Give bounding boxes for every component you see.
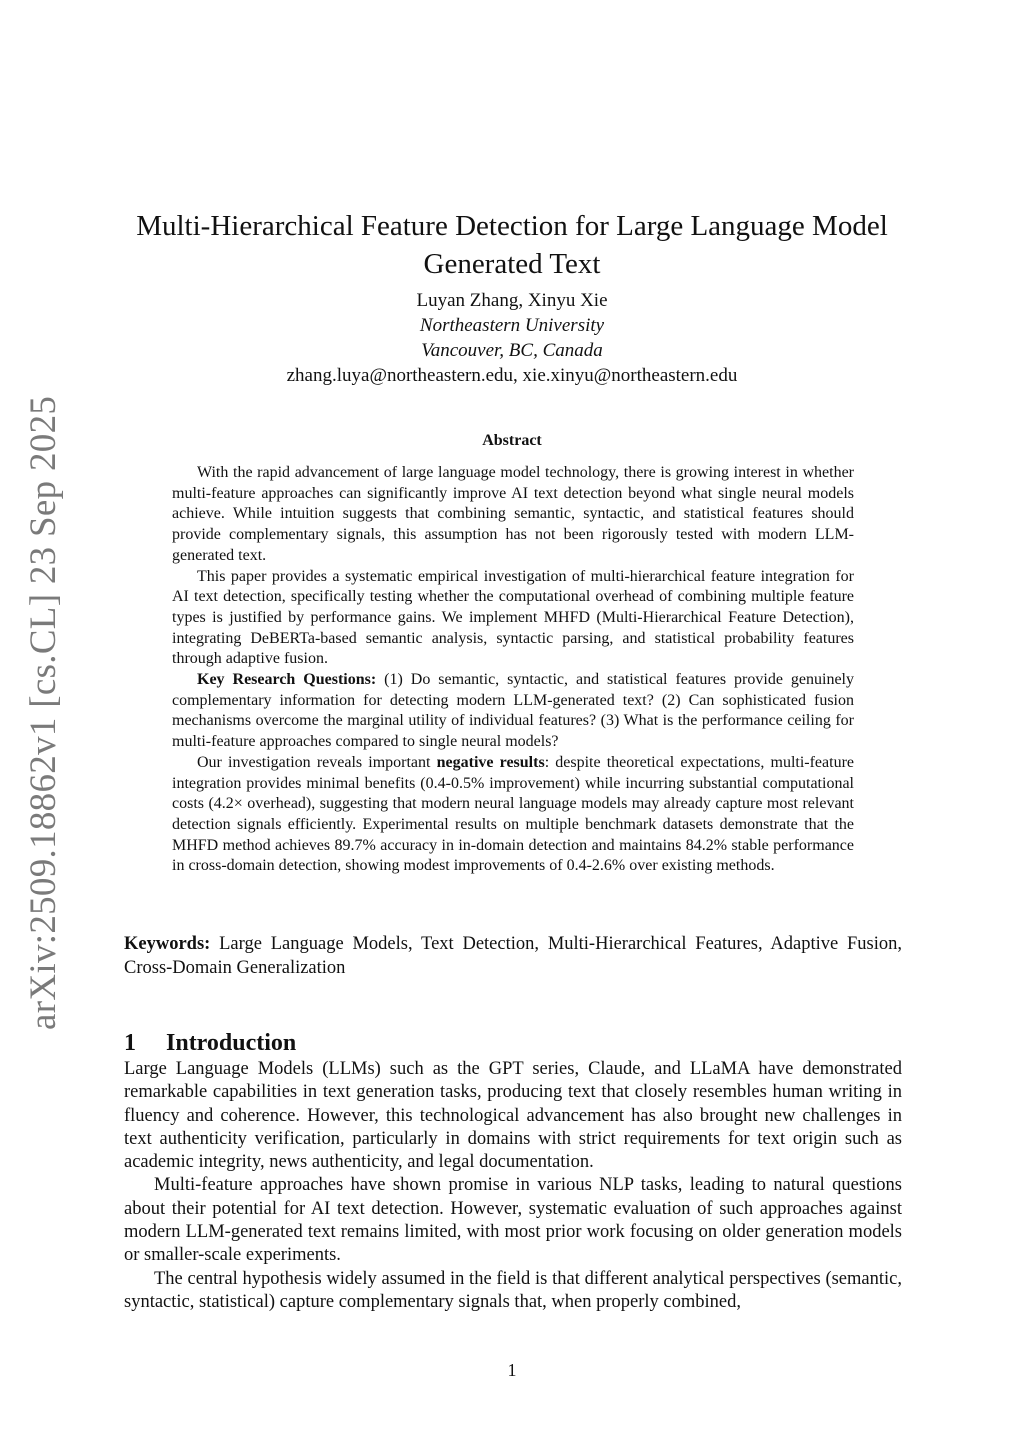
abstract-p4-rest: : despite theoretical expectations, multi-feature integration provides minimal benefits (0.4-0.5% improvement) while incurring substantial computational costs (4.2× overhead), suggesting that modern neural language models may already capture most relevant detection signals efficiently. Experimental results on multiple benchmark datasets demonstrate that the MHFD method achieves 89.7% accuracy in in-domain detection and maintains 84.2% stable performance in cross-domain detection, showing modest improvements of 0.4-2.6% over existing methods.: [172, 753, 855, 875]
keywords-block: [124, 933, 902, 980]
section-heading-introduction: [124, 1030, 296, 1057]
intro-paragraph-1: Large Language Models (LLMs) such as the GPT series, Claude, and LLaMA have demonstrated remarkable capabilities in text generation tasks, producing text that closely resembles human writing in fluency and coherence. However, this technological advancement has also brought new challenges in text authenticity verification, particularly in domains with strict requirements for text origin such as academic integrity, news authenticity, and legal documentation.: [124, 1059, 902, 1173]
section-number: 1: [124, 1029, 136, 1056]
abstract-p4-lead: Our investigation reveals important: [197, 753, 437, 771]
author-block: [150, 288, 874, 388]
section-title: Introduction: [166, 1029, 297, 1056]
paper-title: [100, 207, 924, 283]
abstract-paragraph-2: This paper provides a systematic empirical investigation of multi-hierarchical feature integration for AI text detection, specifically testing whether the computational overhead of combining multiple feature types is justified by performance gains. We implement MHFD (Multi-Hierarchical Feature Detection), integrating DeBERTa-based semantic analysis, syntactic parsing, and statistical probability features through adaptive fusion.: [172, 567, 854, 668]
abstract-paragraph-4: [172, 753, 854, 877]
author-affiliation: Northeastern University: [419, 315, 605, 336]
negative-results-emphasis: negative results: [436, 753, 545, 771]
key-research-questions-text: (1) Do semantic, syntactic, and statistical features provide genuinely complementary information for detecting modern LLM-generated text? (2) Can sophisticated fusion mechanisms overcome the marginal utility of individual features? (3) What is the performance ceiling for multi-feature approaches compared to single neural models?: [172, 671, 854, 751]
author-names: Luyan Zhang, Xinyu Xie: [416, 290, 608, 311]
author-emails[interactable]: zhang.luya@northeastern.edu, xie.xinyu@northeastern.edu: [286, 365, 738, 386]
page-number: 1: [507, 1360, 517, 1380]
abstract-body: [172, 463, 854, 877]
abstract-heading: Abstract: [482, 432, 542, 449]
intro-paragraph-3: The central hypothesis widely assumed in the field is that different analytical perspectives (semantic, syntactic, statistical) capture complementary signals that, when properly combined,: [124, 1268, 902, 1312]
arxiv-identifier-stamp[interactable]: arXiv:2509.18862v1 [cs.CL] 23 Sep 2025: [23, 395, 64, 1030]
abstract-paragraph-1: With the rapid advancement of large language model technology, there is growing interest in whether multi-feature approaches can significantly improve AI text detection beyond what single neural models achieve. While intuition suggests that combining semantic, syntactic, and statistical features should provide complementary signals, this assumption has not been rigorously tested with modern LLM-generated text.: [172, 464, 854, 564]
introduction-body: [124, 1058, 902, 1314]
intro-paragraph-2: Multi-feature approaches have shown promise in various NLP tasks, leading to natural questions about their potential for AI text detection. However, systematic evaluation of such approaches against modern LLM-generated text remains limited, with most prior work focusing on older generation models or smaller-scale experiments.: [124, 1175, 902, 1266]
keywords-label: Keywords:: [124, 934, 211, 954]
key-research-questions-label: Key Research Questions:: [197, 671, 377, 689]
abstract-paragraph-3: [172, 670, 854, 753]
paper-title-line-2: Generated Text: [423, 248, 601, 281]
author-location: Vancouver, BC, Canada: [421, 340, 603, 361]
paper-title-line-1: Multi-Hierarchical Feature Detection for Large Language Model: [136, 210, 888, 243]
keywords-list: Large Language Models, Text Detection, Multi-Hierarchical Features, Adaptive Fusion, Cross-Domain Generalization: [124, 934, 902, 978]
